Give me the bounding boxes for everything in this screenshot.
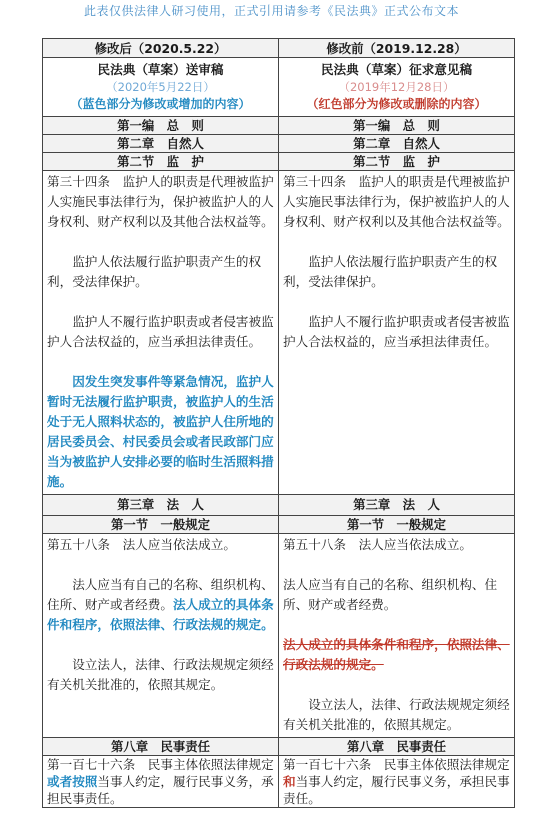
chapter-heading-after: 第三章 法 人 [43,495,279,516]
draft-note-before: （红色部分为修改或删除的内容） [306,97,487,111]
article-176-after [43,756,279,808]
paragraph-text: 当事人约定，履行民事义务，承担民事责任。 [47,774,274,806]
comparison-table [42,38,515,808]
paragraph: 第五十八条 法人应当依法成立。 [283,537,472,552]
paragraph: 监护人依法履行监护职责产生的权利，受法律保护。 [47,254,262,289]
draft-date-after: （2020年5月22日） [106,80,215,94]
article-34-before [279,171,515,495]
section-heading-after: 第二节 监 护 [43,153,279,171]
deleted-paragraph: 法人成立的具体条件和程序，依照法律、行政法规的规定。 [283,637,510,672]
paragraph: 第五十八条 法人应当依法成立。 [47,537,236,552]
draft-info-before [279,58,515,117]
added-text: 或者按照 [47,774,98,789]
paragraph: 第三十四条 监护人的职责是代理被监护人实施民事法律行为，保护被监护人的人身权利、财产权利以及其他合法权益等。 [47,174,274,229]
added-text: 法人成立的具体条件和程序，依照法律、行政法规的规定。 [47,597,274,632]
paragraph: 第三十四条 监护人的职责是代理被监护人实施民事法律行为，保护被监护人的人身权利、财产权利以及其他合法权益等。 [283,174,510,229]
paragraph: 法人应当有自己的名称、组织机构、住所、财产或者经费。 [283,577,498,612]
chapter-heading-before: 第三章 法 人 [279,495,515,516]
section-heading-before: 第一节 一般规定 [279,516,515,534]
changed-text: 和 [283,774,296,789]
draft-title-before: 民法典（草案）征求意见稿 [320,62,473,77]
article-58-before [279,534,515,738]
draft-info-after [43,58,279,117]
added-paragraph: 因发生突发事件等紧急情况，监护人暂时无法履行监护职责，被监护人的生活处于无人照料状态的，被监护人住所地的居民委员会、村民委员会或者民政部门应当为被监护人安排必要的临时生活照料措施。 [47,374,274,489]
paragraph: 监护人依法履行监护职责产生的权利，受法律保护。 [283,254,498,289]
article-34-after [43,171,279,495]
draft-title-after: 民法典（草案）送审稿 [97,62,224,77]
paragraph: 监护人不履行监护职责或者侵害被监护人合法权益的，应当承担法律责任。 [47,314,274,349]
chapter-heading-before: 第八章 民事责任 [279,738,515,756]
paragraph-text: 法人应当有自己的名称、组织机构、住所、财产或者经费。 [47,577,274,612]
book-heading-after: 第一编 总 则 [43,117,279,135]
section-heading-before: 第二节 监 护 [279,153,515,171]
disclaimer-banner: 此表仅供法律人研习使用，正式引用请参考《民法典》正式公布文本 [83,4,459,18]
spacer [0,24,543,38]
paragraph-text: 第一百七十六条 民事主体依照法律规定 [283,757,510,772]
chapter-heading-before: 第二章 自然人 [279,135,515,153]
article-176-before [279,756,515,808]
paragraph-text: 第一百七十六条 民事主体依照法律规定 [47,757,274,772]
book-heading-before: 第一编 总 则 [279,117,515,135]
draft-date-before: （2019年12月28日） [338,80,455,94]
chapter-heading-after: 第八章 民事责任 [43,738,279,756]
paragraph: 设立法人，法律、行政法规规定须经有关机关批准的，依照其规定。 [47,657,274,692]
section-heading-after: 第一节 一般规定 [43,516,279,534]
header-before: 修改前（2019.12.28） [279,39,515,58]
chapter-heading-after: 第二章 自然人 [43,135,279,153]
paragraph [47,575,275,635]
header-after: 修改后（2020.5.22） [43,39,279,58]
article-58-after [43,534,279,738]
draft-note-after: （蓝色部分为修改或增加的内容） [70,97,251,111]
paragraph: 设立法人，法律、行政法规规定须经有关机关批准的，依照其规定。 [283,697,510,732]
paragraph: 监护人不履行监护职责或者侵害被监护人合法权益的，应当承担法律责任。 [283,314,510,349]
paragraph-text: 当事人约定，履行民事义务，承担民事责任。 [283,774,510,806]
